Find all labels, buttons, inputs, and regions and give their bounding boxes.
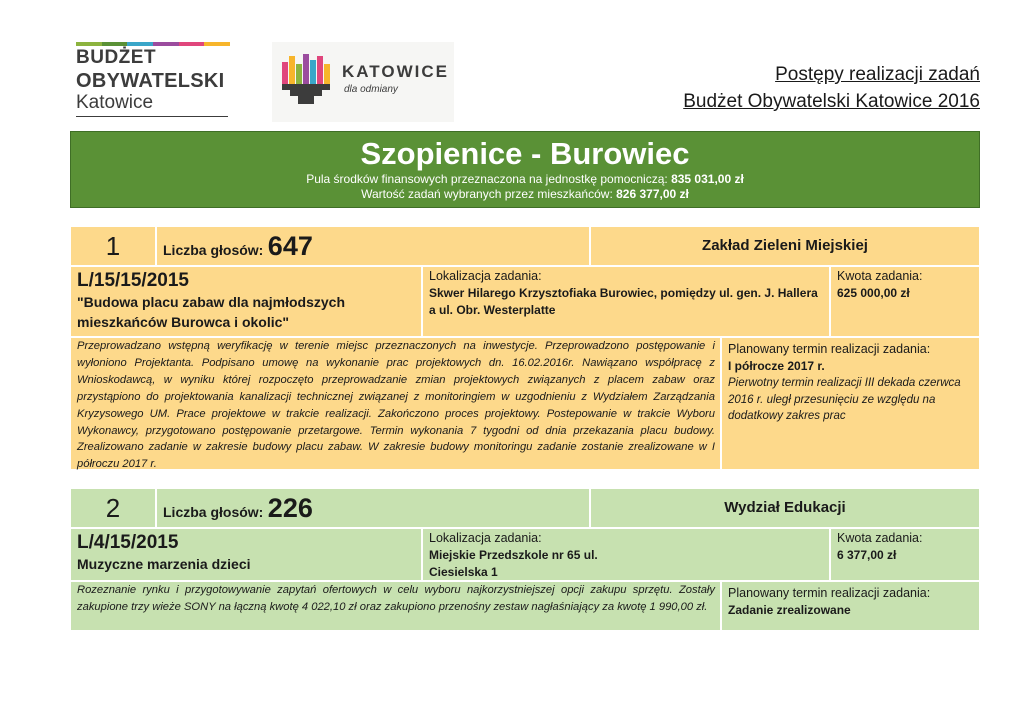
location-value: Miejskie Przedszkole nr 65 ul. Ciesielska 1 [429, 548, 598, 579]
task-name: "Budowa placu zabaw dla najmłodszych mieszkańców Burowca i okolic" [77, 294, 346, 330]
votes-label: Liczba głosów: [163, 242, 264, 258]
plan-value: I półrocze 2017 r. [728, 359, 825, 373]
header-title-line2: Budżet Obywatelski Katowice 2016 [683, 91, 980, 112]
header-title-line1: Postępy realizacji zadań [775, 64, 980, 85]
logo-text-line3: Katowice [76, 92, 154, 113]
logo-underline [76, 116, 228, 117]
plan-note: Pierwotny termin realizacji III dekada czerwca 2016 r. uległ przesunięciu ze względu na dodatkowy zakres prac [728, 377, 961, 422]
amount-value: 625 000,00 zł [837, 286, 910, 300]
location-label: Lokalizacja zadania: [429, 269, 542, 283]
task-code: L/15/15/2015 [77, 270, 189, 291]
plan-value: Zadanie zrealizowane [728, 603, 851, 617]
logo-stripe [102, 42, 128, 46]
task-number: 2 [70, 488, 156, 528]
logo-color-stripes [76, 42, 230, 46]
logo-stripe [179, 42, 205, 46]
selected-label: Wartość zadań wybranych przez mieszkańców: [361, 187, 613, 201]
logo-stripe [127, 42, 153, 46]
district-pool [71, 172, 979, 187]
task-votes [156, 226, 590, 266]
task-department: Zakład Zieleni Miejskiej [590, 226, 980, 266]
task-votes [156, 488, 590, 528]
plan-label: Planowany termin realizacji zadania: [728, 586, 931, 600]
logo-stripe [153, 42, 179, 46]
task-title-cell [70, 528, 422, 581]
amount-value: 6 377,00 zł [837, 548, 897, 562]
task-name: Muzyczne marzenia dzieci [77, 556, 251, 572]
district-name: Szopienice - Burowiec [360, 136, 690, 171]
katowice-tagline: dla odmiany [344, 84, 398, 95]
task-amount-cell [830, 266, 980, 337]
task-location-cell [422, 528, 830, 581]
task-number: 1 [70, 226, 156, 266]
logo-text-line2: OBYWATELSKI [76, 70, 225, 92]
district-banner [70, 131, 980, 208]
selected-value: 826 377,00 zł [616, 187, 689, 201]
amount-label: Kwota zadania: [837, 531, 923, 545]
task-location-cell [422, 266, 830, 337]
task-amount-cell [830, 528, 980, 581]
logo-stripe [76, 42, 102, 46]
budzet-obywatelski-logo [76, 42, 232, 120]
location-label: Lokalizacja zadania: [429, 531, 542, 545]
plan-label: Planowany termin realizacji zadania: [728, 342, 931, 356]
pool-label: Pula środków finansowych przeznaczona na jednostkę pomocniczą: [306, 172, 668, 186]
pool-value: 835 031,00 zł [671, 172, 744, 186]
task-plan-cell [721, 581, 980, 631]
votes-count: 226 [267, 493, 313, 523]
location-value: Skwer Hilarego Krzysztofiaka Burowiec, pomiędzy ul. gen. J. Hallera a ul. Obr. Westerplatte [429, 286, 818, 317]
logo-text-line1: BUDŻET [76, 47, 157, 68]
district-selected [71, 187, 979, 202]
votes-count: 647 [267, 231, 313, 261]
katowice-name: KATOWICE [342, 62, 449, 81]
amount-label: Kwota zadania: [837, 269, 923, 283]
task-code: L/4/15/2015 [77, 532, 179, 553]
task-department: Wydział Edukacji [590, 488, 980, 528]
task-description: Rozeznanie rynku i przygotowywanie zapytań ofertowych w celu wyboru najkorzystniejszej opcji zakupu sprzętu. Zostały zakupione trzy wieże SONY na łączną kwotę 4 022,10 zł oraz zakupiono przenośny zestaw nagłaśniający za kwotę 1 990,00 zł. [70, 581, 721, 631]
katowice-crown-icon [282, 54, 330, 106]
task-plan-cell [721, 337, 980, 470]
votes-label: Liczba głosów: [163, 504, 264, 520]
logo-stripe [204, 42, 230, 46]
katowice-logo [272, 42, 454, 122]
task-description: Przeprowadzano wstępną weryfikację w terenie miejsc przeznaczonych na inwestycje. Przeprowadzono postępowanie i wyłoniono Projektanta. Podpisano umowę na wykonanie prac projektowych dn. 16.02.2016r. Nawiązano współpracę z Wnioskodawcą, w wyniku której rozpoczęto przeprowadzanie zmian projektowych związanych z placem zabaw oraz przystąpiono do projektowania kanalizacji technicznej związanej z monitoringiem w uzgodnieniu z Wydziałem Zarządzania Kryzysowego UM. Prace projektowe w trakcie realizacji. Zakończono proces projektowy. Postepowanie w trakcie Wyboru Wykonawcy, przygotowano postępowanie przetargowe. Termin wykonania 7 tygodni od dnia przekazania placu budowy. Zrealizowano zadanie w zakresie budowy placu zabaw. W zakresie budowy monitoringu zadanie zostanie zrealizowane w I półroczu 2017 r. [70, 337, 721, 470]
task-title-cell [70, 266, 422, 337]
